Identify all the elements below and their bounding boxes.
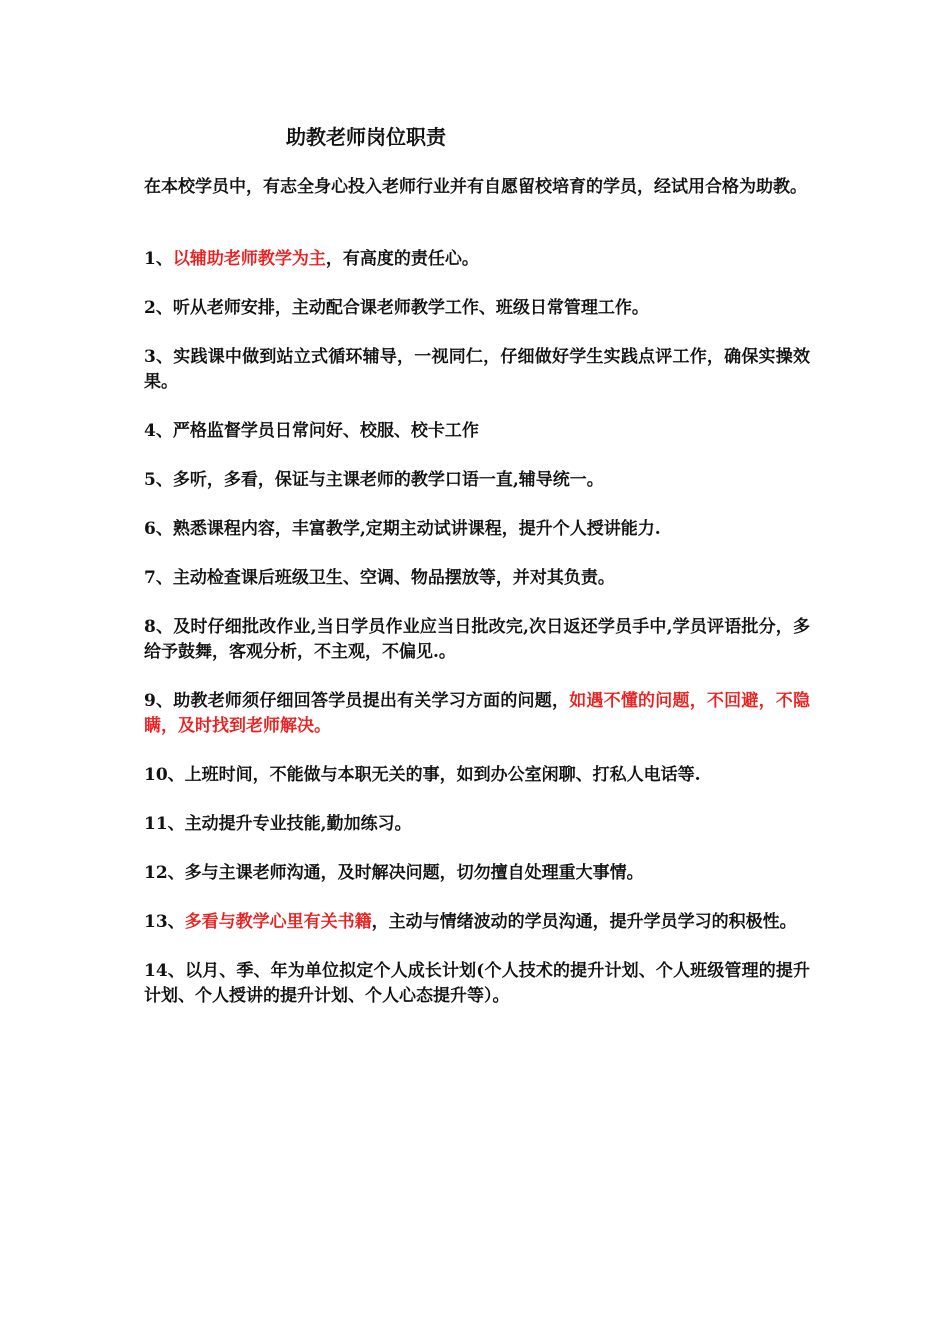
duty-item-5 [144,468,810,493]
item-number: 3、 [144,347,174,367]
duty-item-2 [144,296,810,321]
item-text: 多听，多看，保证与主课老师的教学口语一直,辅导统一。 [172,470,604,490]
duty-item-3 [144,345,810,395]
item-text: 实践课中做到站立式循环辅导，一视同仁，仔细做好学生实践点评工作，确保实操效果。 [144,347,810,392]
item-text: 助教老师须仔细回答学员提出有关学习方面的问题， [173,691,570,711]
item-number: 2、 [144,298,173,318]
duty-item-9 [144,689,810,739]
item-text: 以月、季、年为单位拟定个人成长计划(个人技术的提升计划、个人班级管理的提升计划、个人授讲的提升计划、个人心态提升等）。 [144,961,810,1006]
duty-item-8 [144,615,810,665]
duty-list [144,247,810,1033]
duty-item-1 [144,247,810,272]
duty-item-6 [144,517,810,542]
item-text: 严格监督学员日常问好、校服、校卡工作 [172,421,479,441]
item-text: 及时仔细批改作业,当日学员作业应当日批改完,次日返还学员手中,学员评语批分，多给予鼓舞，客观分析，不主观，不偏见.。 [144,617,810,662]
item-number: 5、 [144,470,173,490]
item-text: 主动提升专业技能,勤加练习。 [184,814,412,834]
item-number: 11、 [144,814,185,834]
duty-item-11 [144,812,810,837]
duty-item-7 [144,566,810,591]
item-number: 9、 [144,691,174,711]
item-number: 12、 [144,863,185,883]
duty-item-4 [144,419,810,444]
item-number: 14、 [144,961,185,981]
duty-item-13 [144,910,810,935]
item-number: 4、 [144,421,173,441]
item-number: 6、 [144,519,173,539]
item-text: ，主动与情绪波动的学员沟通，提升学员学习的积极性。 [371,912,797,932]
item-text: 主动检查课后班级卫生、空调、物品摆放等，并对其负责。 [172,568,615,588]
highlighted-text: 多看与教学心里有关书籍 [184,912,372,932]
highlighted-text: 以辅助老师教学为主 [172,249,326,269]
item-number: 7、 [144,568,173,588]
item-text: 多与主课老师沟通，及时解决问题，切勿擅自处理重大事情。 [184,863,644,883]
item-text: 上班时间，不能做与本职无关的事，如到办公室闲聊、打私人电话等. [184,765,701,785]
highlighted-text: 如遇不懂的问题，不回避，不隐瞒，及时找到老师解决。 [144,691,810,736]
document-title: 助教老师岗位职责 [286,125,446,149]
item-text: 熟悉课程内容，丰富教学,定期主动试讲课程，提升个人授讲能力. [172,519,661,539]
item-number: 13、 [144,912,185,932]
item-text: 听从老师安排，主动配合课老师教学工作、班级日常管理工作。 [172,298,649,318]
item-number: 10、 [144,765,185,785]
duty-item-14 [144,959,810,1009]
item-number: 1、 [144,249,173,269]
duty-item-12 [144,861,810,886]
item-text: ，有高度的责任心。 [325,249,479,269]
item-number: 8、 [144,617,174,637]
duty-item-10 [144,763,810,788]
intro-paragraph: 在本校学员中，有志全身心投入老师行业并有自愿留校培育的学员，经试用合格为助教。 [144,177,807,197]
